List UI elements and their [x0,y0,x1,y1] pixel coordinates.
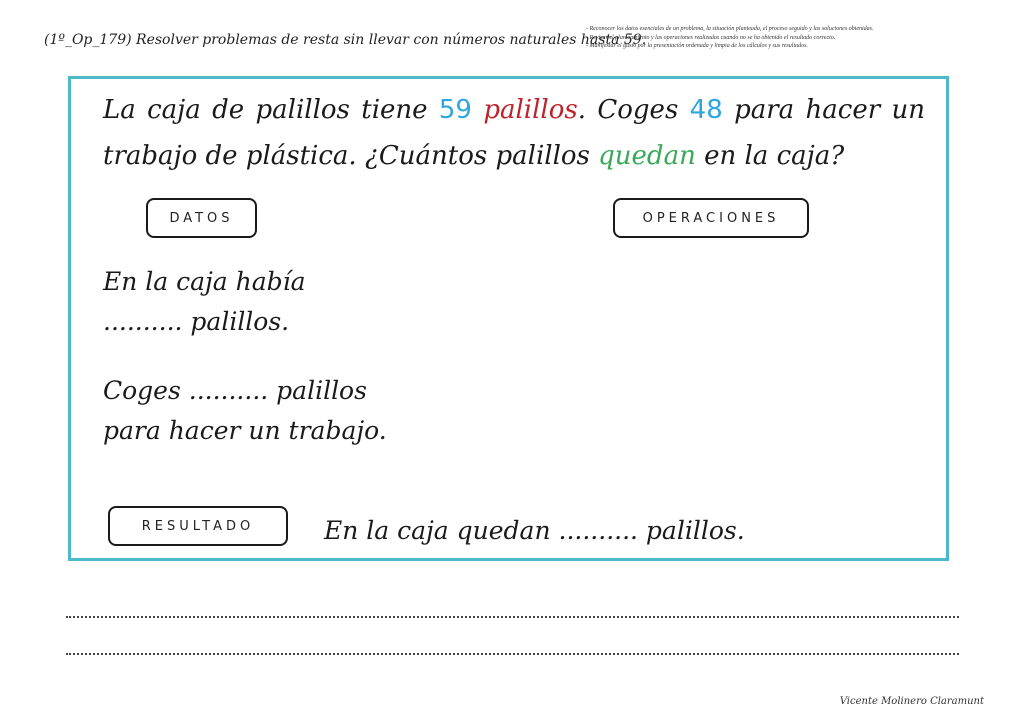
answer-line[interactable] [66,616,959,618]
objectives-list [586,25,986,51]
problem-statement [103,87,925,179]
word-palillos: palillos [483,95,578,125]
problem-space [472,95,483,125]
number-59: 59 [438,95,472,125]
datos-line: En la caja había [103,267,306,296]
datos-line[interactable]: .......... palillos. [103,307,290,336]
datos-label: DATOS [146,198,257,238]
problem-card [68,76,949,561]
datos-line: para hacer un trabajo. [103,416,387,445]
answer-line[interactable] [66,653,959,655]
problem-text: . Coges [577,95,690,125]
number-48: 48 [689,95,723,125]
worksheet-title: (1º_Op_179) Resolver problemas de resta sin llevar con números naturales hasta 59. [44,32,647,48]
operaciones-label: OPERACIONES [613,198,809,238]
word-quedan: quedan [598,141,696,171]
problem-text: para hacer un trabajo de plástica. ¿Cuántos palillos [103,95,926,171]
problem-text: La caja de palillos tiene [103,95,439,125]
problem-text: en la caja? [695,141,845,171]
datos-block-2 [103,371,387,451]
datos-line[interactable]: Coges .......... palillos [103,376,367,405]
objective-item: - Manifestar el gusto por la presentación ordenada y limpia de los cálculos y sus resultados. [586,43,808,49]
objective-item: - Revisar el planteamiento y las operaciones realizadas cuando no se ha obtenido el resultado correcto. [586,34,836,41]
objective-item: - Reconocer los datos esenciales de un problema, la situación planteada, el proceso seguido y las soluciones obtenidas. [586,26,874,32]
datos-block-1 [103,262,306,342]
author-credit: Vicente Molinero Claramunt [839,696,984,707]
result-sentence[interactable]: En la caja quedan .......... palillos. [324,516,745,545]
resultado-label: RESULTADO [108,506,288,546]
